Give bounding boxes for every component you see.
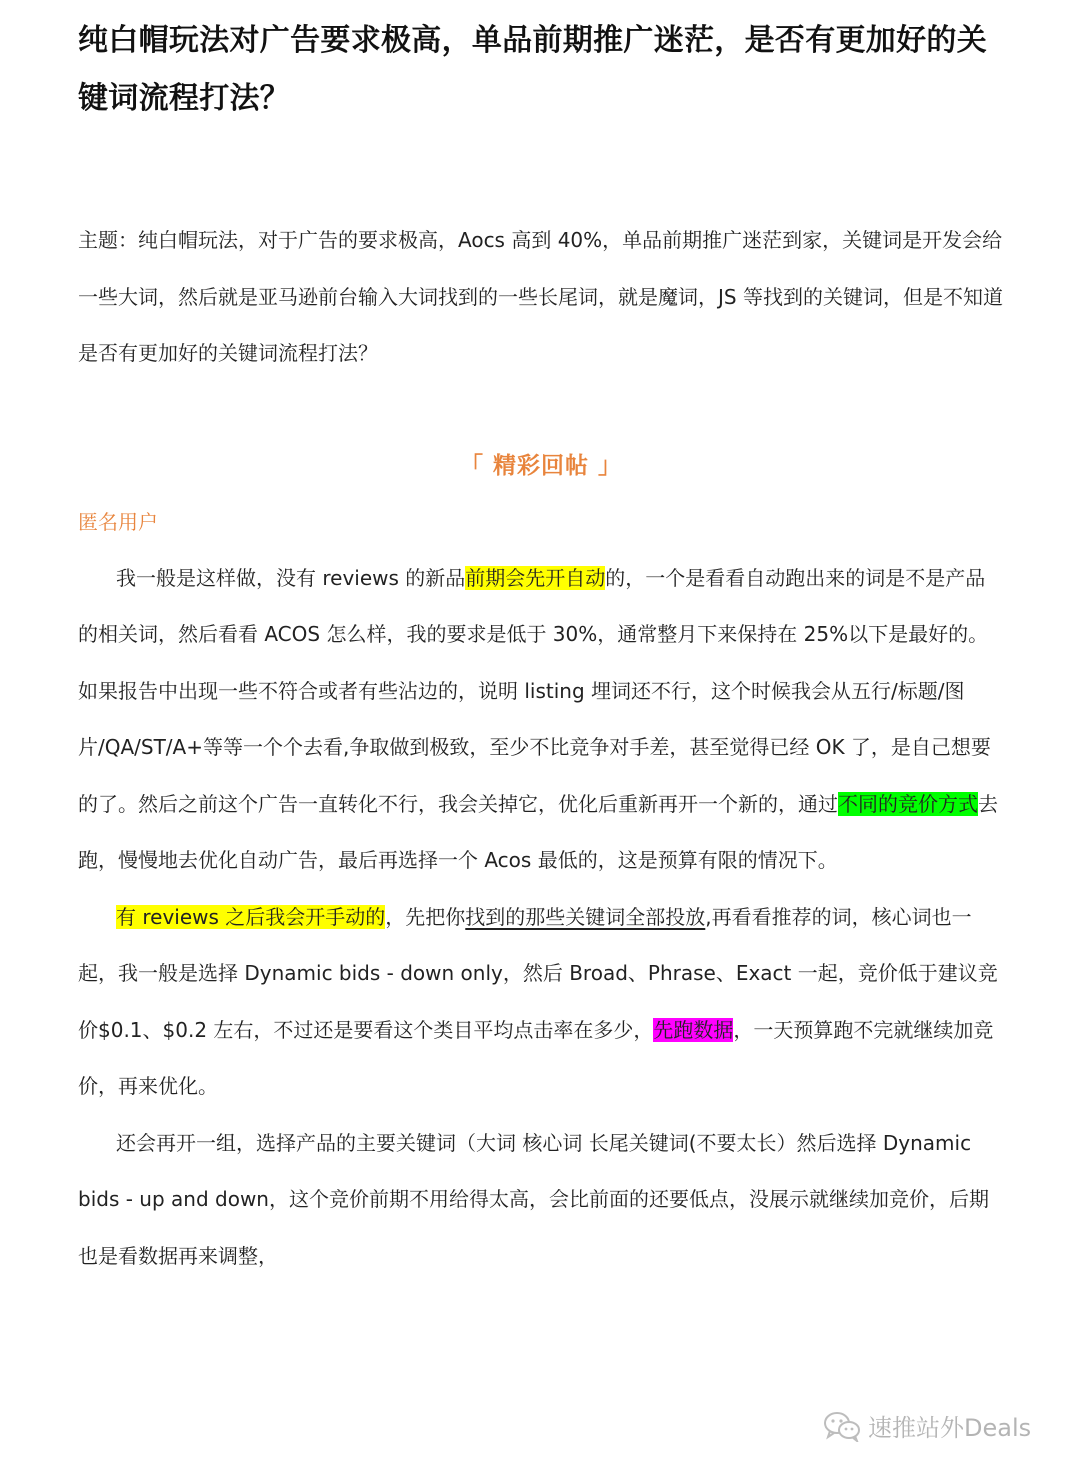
text-run: ，先把你: [385, 904, 466, 929]
underlined-text: 找到的那些关键词全部投放: [465, 904, 706, 929]
highlight-yellow: 前期会先开自动: [465, 565, 606, 590]
reply-paragraph-2: [78, 663, 1004, 889]
text-run: 的，一个是看看自动跑出来的词是不是产品的相关词，然后看看 ACOS 怎么样，我的要求是低于 30%，通常整月下来保持在 25%以下是最好的。: [78, 565, 989, 646]
highlight-magenta: 先跑数据: [653, 1017, 734, 1042]
watermark-text: 速推站外Deals: [868, 1414, 1032, 1442]
text-run: ,再看看推荐的词，核心词也一起，我一般是选择 Dynamic bids - down only，然后 Broad、Phrase、Exact 一起，竞价低于建议竞价$0.1、$0.2 左右，不过还是要看这个类目平均点击率在多少，: [78, 904, 998, 1042]
watermark: [822, 1408, 1031, 1443]
highlight-green: 不同的竞价方式: [838, 791, 978, 816]
text-run: 去跑，慢慢地去优化自动广告，最后再选择一个 Acos 最低的，这是预算有限的情况下。: [78, 791, 998, 872]
topic-paragraph: 主题：纯白帽玩法，对于广告的要求极高，Aocs 高到 40%，单品前期推广迷茫到家，关键词是开发会给一些大词，然后就是亚马逊前台输入大词找到的一些长尾词，就是魔词，JS 等找到的关键词，但是不知道是否有更加好的关键词流程打法？: [78, 228, 1003, 365]
reply-paragraph-3: [78, 889, 1004, 1115]
text-run: ，一天预算跑不完就继续加竞价，再来优化。: [78, 1017, 994, 1098]
article-title: 纯白帽玩法对广告要求极高，单品前期推广迷茫，是否有更加好的关键词流程打法？: [78, 23, 987, 116]
highlight-yellow: 有 reviews 之后我会开手动的: [116, 904, 386, 929]
wechat-icon: [822, 1410, 862, 1442]
text-run: 我一般是这样做，没有 reviews 的新品: [116, 565, 466, 590]
section-title: 「 精彩回帖 」: [459, 452, 622, 479]
author-name: 匿名用户: [78, 509, 158, 534]
reply-paragraph-4: 还会再开一组，选择产品的主要关键词（大词 核心词 长尾关键词(不要太长）然后选择 Dynamic bids - up and down，这个竞价前期不用给得太高，会比前面的还要低点，没展示就继续加竞价，后期也是看数据再来调整，: [78, 1130, 989, 1268]
article: [78, 12, 1004, 1284]
reply-paragraph-1: [78, 550, 1004, 663]
text-run: 如果报告中出现一些不符合或者有些沾边的，说明 listing 埋词还不行，这个时候我会从五行/标题/图片/QA/ST/A+等等一个个去看,争取做到极致，至少不比竞争对手差，甚至觉得已经 OK 了，是自己想要的了。然后之前这个广告一直转化不行，我会关掉它，优化后重新再开一个新的，通过: [78, 678, 991, 816]
